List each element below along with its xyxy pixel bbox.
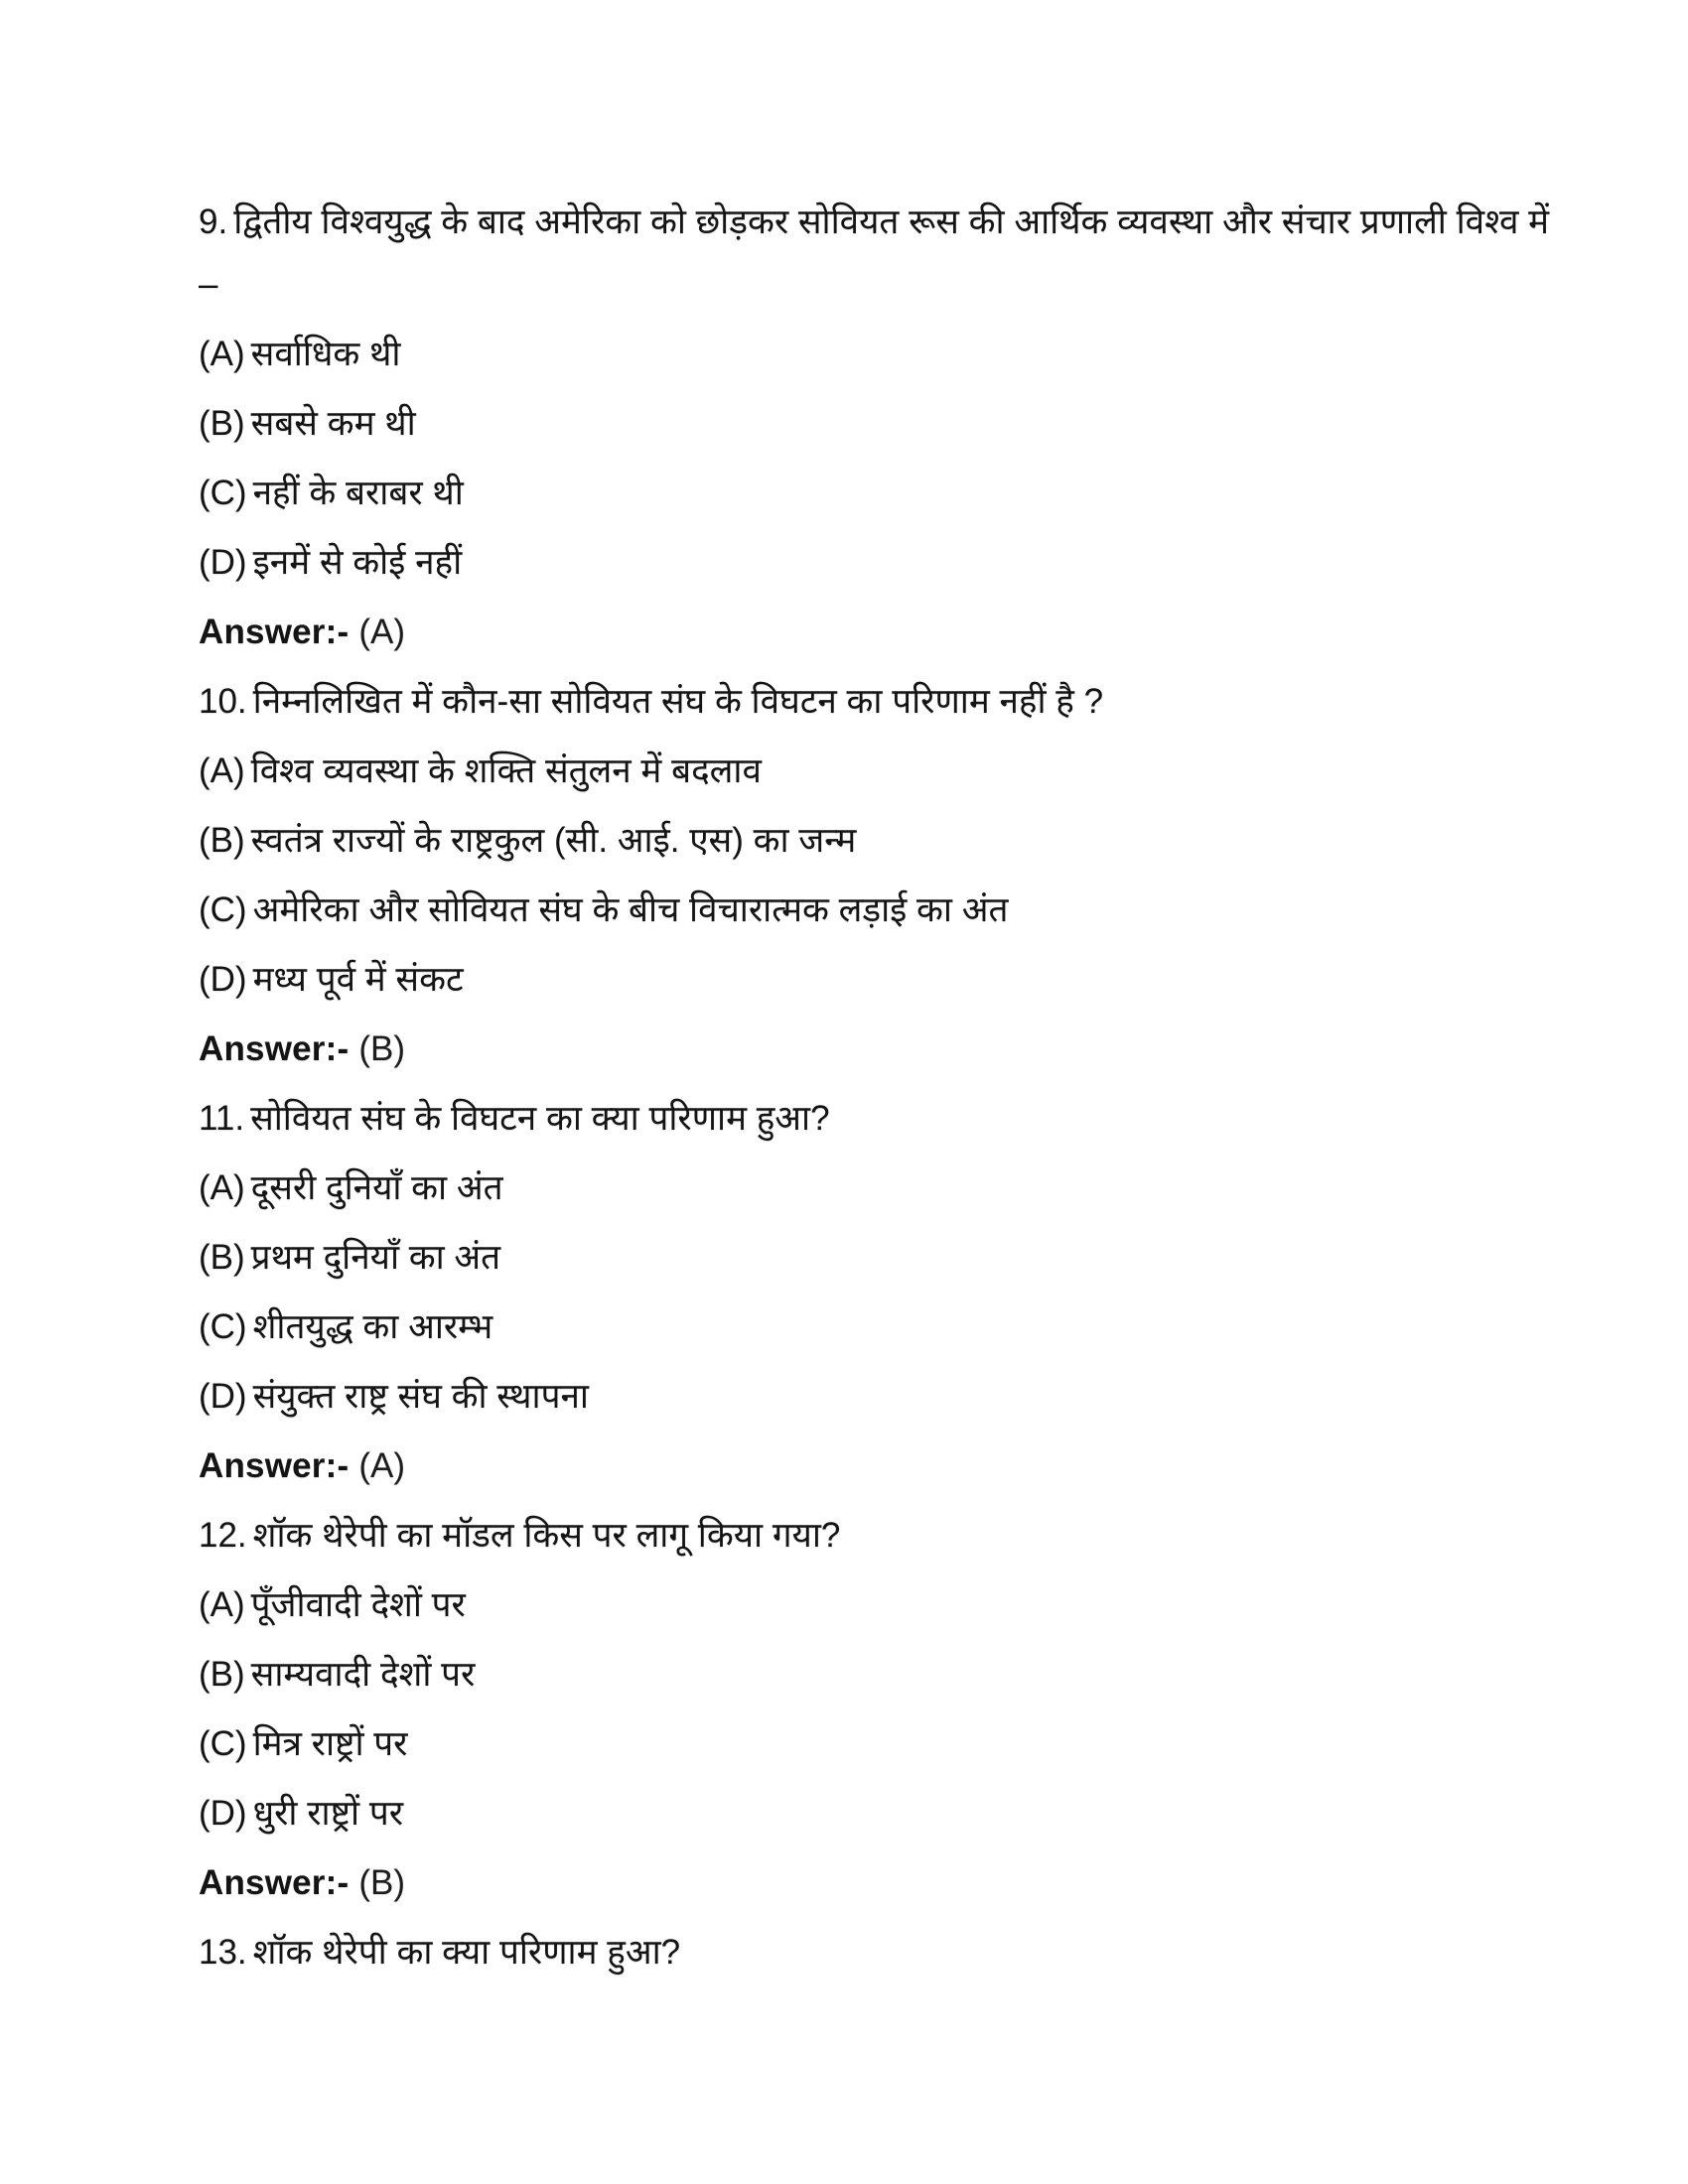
option-b-label: (B) [199,404,245,443]
option-a-label: (A) [199,335,245,373]
question-9-number: 9. [199,203,228,241]
option-c-label: (C) [199,1307,247,1346]
question-10-answer [199,1018,1559,1080]
option-b-label: (B) [199,1655,245,1694]
option-d-text: संयुक्त राष्ट्र संघ की स्थापना [252,1377,589,1416]
option-d-label: (D) [199,1794,247,1833]
answer-value: (B) [358,1863,405,1902]
option-a-text: दूसरी दुनियाँ का अंत [250,1168,503,1207]
answer-value: (A) [358,1446,405,1485]
question-11-option-a [199,1157,1559,1219]
option-c-label: (C) [199,890,247,929]
question-12-option-d [199,1782,1559,1844]
option-b-label: (B) [199,1238,245,1277]
answer-value: (A) [358,613,405,651]
option-c-text: अमेरिका और सोवियत संघ के बीच विचारात्मक लड़ाई का अंत [252,890,1009,929]
page-content [199,191,1559,1990]
option-b-text: साम्यवादी देशों पर [250,1655,476,1694]
question-11-text: सोवियत संघ के विघटन का क्या परिणाम हुआ? [250,1099,830,1138]
question-12-option-b [199,1643,1559,1706]
question-10 [199,670,1559,733]
option-a-text: सर्वाधिक थी [250,335,401,373]
option-a-text: पूँजीवादी देशों पर [250,1585,466,1624]
option-d-text: धुरी राष्ट्रों पर [252,1794,404,1833]
answer-label: Answer:- [199,1863,350,1902]
question-12 [199,1504,1559,1567]
question-13-text: शॉक थेरेपी का क्या परिणाम हुआ? [252,1933,681,1972]
question-12-answer [199,1851,1559,1914]
option-c-label: (C) [199,474,247,512]
option-d-label: (D) [199,1377,247,1416]
question-11-option-d [199,1365,1559,1428]
question-11 [199,1087,1559,1150]
option-a-label: (A) [199,751,245,790]
option-c-label: (C) [199,1724,247,1763]
question-10-option-d [199,948,1559,1011]
question-10-option-a [199,740,1559,802]
option-a-label: (A) [199,1585,245,1624]
option-c-text: मित्र राष्ट्रों पर [252,1724,408,1763]
question-12-text: शॉक थेरेपी का मॉडल किस पर लागू किया गया? [252,1516,841,1555]
question-9 [199,191,1559,316]
option-d-label: (D) [199,543,247,582]
question-9-option-b [199,392,1559,455]
question-11-answer [199,1434,1559,1497]
question-11-option-c [199,1296,1559,1358]
question-10-option-b [199,809,1559,872]
option-d-text: मध्य पूर्व में संकट [252,960,464,999]
option-b-text: स्वतंत्र राज्यों के राष्ट्रकुल (सी. आई. एस) का जन्म [250,821,857,860]
answer-label: Answer:- [199,1029,350,1068]
answer-label: Answer:- [199,613,350,651]
option-d-label: (D) [199,960,247,999]
question-12-option-c [199,1712,1559,1775]
option-a-text: विश्व व्यवस्था के शक्ति संतुलन में बदलाव [250,751,762,790]
answer-label: Answer:- [199,1446,350,1485]
question-9-text: द्वितीय विश्वयुद्ध के बाद अमेरिका को छोड़कर सोवियत रूस की आर्थिक व्यवस्था और संचार प्रणाली विश्व में – [199,203,1550,304]
option-c-text: नहीं के बराबर थी [252,474,464,512]
question-11-option-b [199,1226,1559,1289]
option-a-label: (A) [199,1168,245,1207]
question-10-option-c [199,879,1559,941]
question-13 [199,1921,1559,1983]
option-c-text: शीतयुद्ध का आरम्भ [252,1307,493,1346]
question-9-option-a [199,323,1559,385]
option-b-text: सबसे कम थी [250,404,416,443]
option-b-text: प्रथम दुनियाँ का अंत [250,1238,501,1277]
question-9-option-d [199,531,1559,594]
question-12-option-a [199,1573,1559,1636]
question-13-number: 13. [199,1933,247,1972]
question-9-answer [199,601,1559,663]
question-10-number: 10. [199,682,247,721]
option-d-text: इनमें से कोई नहीं [252,543,463,582]
answer-value: (B) [358,1029,405,1068]
option-b-label: (B) [199,821,245,860]
question-10-text: निम्नलिखित में कौन-सा सोवियत संघ के विघटन का परिणाम नहीं है ? [252,682,1104,721]
question-12-number: 12. [199,1516,247,1555]
question-9-option-c [199,462,1559,524]
question-11-number: 11. [199,1099,245,1138]
